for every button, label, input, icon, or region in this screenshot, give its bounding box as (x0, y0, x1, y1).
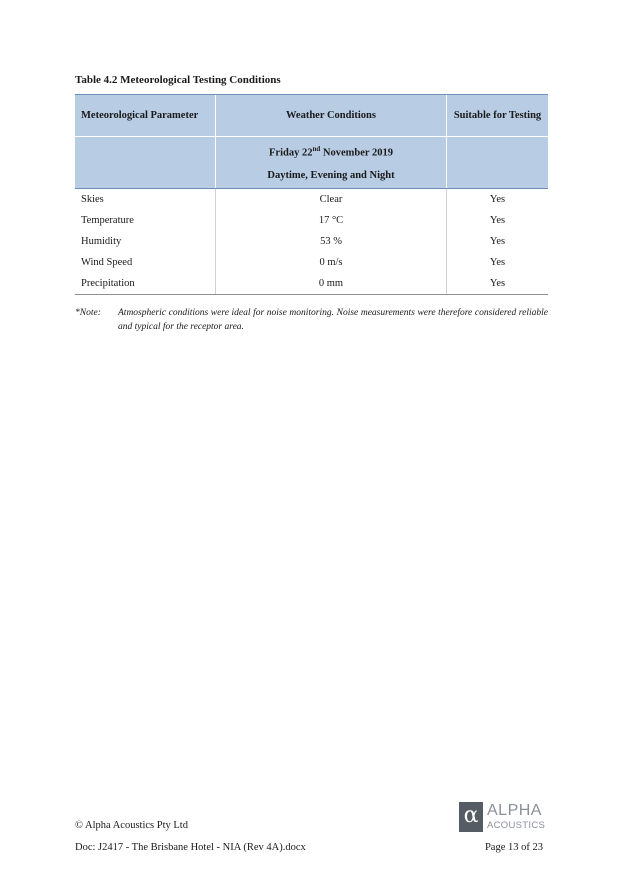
table-row (75, 252, 548, 273)
date-row (75, 137, 548, 189)
param-cell: Skies (81, 194, 104, 205)
date-suffix: November 2019 (320, 147, 393, 159)
param-cell: Temperature (81, 215, 134, 226)
table-row (75, 273, 548, 295)
table-row (75, 231, 548, 252)
table-row (75, 189, 548, 211)
suitable-cell: Yes (447, 273, 549, 295)
table-caption: Table 4.2 Meteorological Testing Conditions (75, 74, 281, 86)
note-label: *Note: (75, 308, 101, 318)
note-text: Atmospheric conditions were ideal for noise monitoring. Noise measurements were therefore considered reliable and typical for the receptor area. (118, 308, 548, 332)
suitable-cell: Yes (447, 231, 549, 252)
header-suitable: Suitable for Testing (447, 95, 549, 137)
condition-cell: 0 m/s (216, 252, 447, 273)
condition-cell: 17 °C (216, 210, 447, 231)
alpha-logo-icon: α (459, 802, 483, 832)
period-text: Daytime, Evening and Night (267, 169, 395, 181)
footer-copyright: © Alpha Acoustics Pty Ltd (75, 820, 188, 831)
condition-cell: 0 mm (216, 273, 447, 295)
logo-word-alpha: ALPHA (487, 802, 542, 819)
table-header-row (75, 95, 548, 137)
footer-doc-name: Doc: J2417 - The Brisbane Hotel - NIA (Rev 4A).docx (75, 842, 306, 853)
date-sup: nd (312, 145, 321, 154)
header-parameter: Meteorological Parameter (75, 95, 216, 137)
suitable-cell: Yes (447, 189, 549, 211)
suitable-cell: Yes (447, 210, 549, 231)
param-cell: Precipitation (75, 273, 216, 295)
header-weather-conditions: Weather Conditions (216, 95, 447, 137)
condition-cell: 53 % (216, 231, 447, 252)
table-row (75, 210, 548, 231)
condition-cell: Clear (216, 189, 447, 211)
param-cell: Humidity (81, 236, 122, 247)
date-cell (216, 137, 447, 189)
date-prefix: Friday 22 (269, 147, 313, 159)
logo-word-acoustics: ACOUSTICS (487, 820, 546, 831)
suitable-cell: Yes (447, 252, 549, 273)
meteorological-table (75, 94, 548, 295)
footer-page-number: Page 13 of 23 (484, 842, 543, 853)
param-cell: Wind Speed (81, 257, 133, 268)
company-logo (459, 802, 549, 834)
table-note (75, 306, 548, 334)
date-row-empty-left (75, 137, 216, 189)
date-row-empty-right (447, 137, 549, 189)
